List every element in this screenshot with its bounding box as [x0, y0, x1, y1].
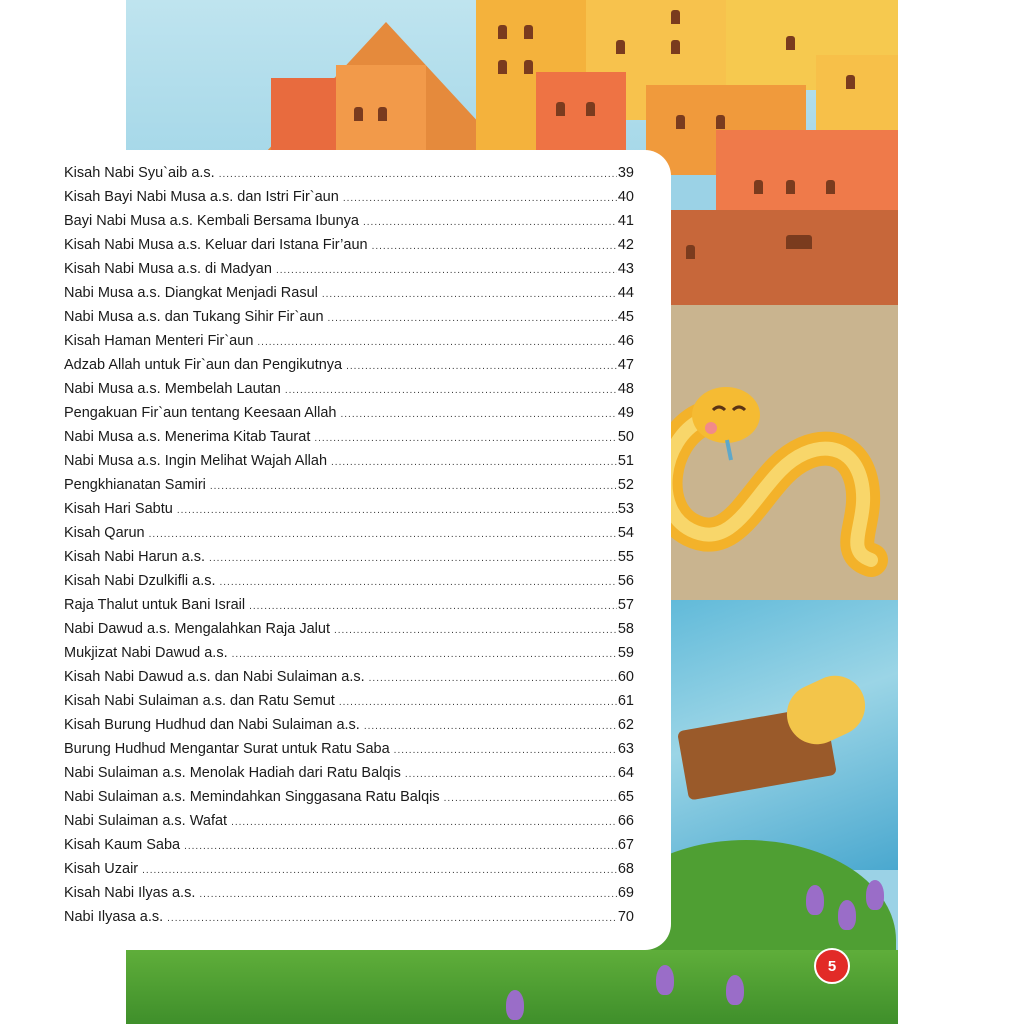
toc-leader-dots	[322, 289, 617, 300]
toc-item[interactable]	[64, 189, 634, 213]
toc-item-title: Kisah Bayi Nabi Musa a.s. dan Istri Fir`aun	[64, 189, 339, 205]
toc-leader-dots	[249, 601, 617, 612]
toc-item-title: Kisah Nabi Harun a.s.	[64, 549, 206, 565]
toc-item-page: 41	[617, 213, 634, 229]
toc-item-title: Kisah Hari Sabtu	[64, 501, 173, 517]
toc-item-title: Pengkhianatan Samiri	[64, 477, 206, 493]
building-illustration	[536, 72, 626, 150]
building-illustration	[336, 65, 426, 155]
toc-item-title: Nabi Musa a.s. Menerima Kitab Taurat	[64, 429, 311, 445]
toc-item-page: 58	[617, 621, 634, 637]
toc-leader-dots	[276, 265, 617, 276]
toc-item[interactable]	[64, 429, 634, 453]
table-of-contents	[64, 165, 634, 933]
toc-leader-dots	[444, 793, 617, 804]
snake-illustration	[641, 380, 898, 580]
page-number-badge: 5	[814, 948, 850, 984]
toc-item[interactable]	[64, 285, 634, 309]
toc-item-page: 51	[617, 453, 634, 469]
toc-item[interactable]	[64, 237, 634, 261]
toc-item-page: 53	[617, 501, 634, 517]
toc-item-title: Nabi Musa a.s. Ingin Melihat Wajah Allah	[64, 453, 328, 469]
toc-leader-dots	[346, 361, 617, 372]
toc-item-page: 44	[617, 285, 634, 301]
toc-leader-dots	[184, 841, 617, 852]
toc-item[interactable]	[64, 909, 634, 933]
toc-item[interactable]	[64, 453, 634, 477]
toc-leader-dots	[232, 649, 617, 660]
toc-leader-dots	[328, 313, 617, 324]
toc-item-page: 67	[617, 837, 634, 853]
toc-item-title: Kisah Nabi Syu`aib a.s.	[64, 165, 215, 181]
toc-leader-dots	[142, 865, 617, 876]
toc-item-title: Burung Hudhud Mengantar Surat untuk Ratu Saba	[64, 741, 390, 757]
toc-item-page: 39	[617, 165, 634, 181]
toc-leader-dots	[372, 241, 617, 252]
flower-illustration	[656, 965, 674, 995]
toc-item-page: 46	[617, 333, 634, 349]
flower-illustration	[838, 900, 856, 930]
toc-item[interactable]	[64, 309, 634, 333]
toc-item[interactable]	[64, 621, 634, 645]
toc-item-page: 50	[617, 429, 634, 445]
toc-item-title: Kisah Nabi Sulaiman a.s. dan Ratu Semut	[64, 693, 335, 709]
toc-item-page: 60	[617, 669, 634, 685]
building-illustration	[271, 78, 336, 150]
toc-item[interactable]	[64, 405, 634, 429]
flower-illustration	[866, 880, 884, 910]
toc-leader-dots	[339, 697, 617, 708]
toc-item-title: Nabi Sulaiman a.s. Wafat	[64, 813, 228, 829]
toc-item-page: 55	[617, 549, 634, 565]
toc-item-title: Kisah Haman Menteri Fir`aun	[64, 333, 254, 349]
toc-item-title: Kisah Burung Hudhud dan Nabi Sulaiman a.s.	[64, 717, 360, 733]
toc-item[interactable]	[64, 165, 634, 189]
toc-item[interactable]	[64, 861, 634, 885]
toc-item-title: Mukjizat Nabi Dawud a.s.	[64, 645, 228, 661]
toc-item[interactable]	[64, 333, 634, 357]
building-illustration	[671, 210, 898, 310]
toc-item[interactable]	[64, 573, 634, 597]
toc-item[interactable]	[64, 717, 634, 741]
toc-item-page: 52	[617, 477, 634, 493]
toc-item-title: Kisah Nabi Dzulkifli a.s.	[64, 573, 216, 589]
toc-leader-dots	[210, 481, 617, 492]
toc-item-title: Kisah Nabi Musa a.s. Keluar dari Istana Fir’aun	[64, 237, 368, 253]
toc-item-page: 40	[617, 189, 634, 205]
toc-leader-dots	[394, 745, 617, 756]
toc-leader-dots	[331, 457, 617, 468]
toc-item-page: 66	[617, 813, 634, 829]
toc-item-title: Kisah Uzair	[64, 861, 139, 877]
toc-item[interactable]	[64, 789, 634, 813]
toc-leader-dots	[364, 721, 617, 732]
toc-item-page: 57	[617, 597, 634, 613]
toc-item-title: Kisah Nabi Dawud a.s. dan Nabi Sulaiman a.s.	[64, 669, 365, 685]
toc-item-title: Nabi Musa a.s. Diangkat Menjadi Rasul	[64, 285, 318, 301]
toc-item-page: 48	[617, 381, 634, 397]
toc-item[interactable]	[64, 501, 634, 525]
toc-item[interactable]	[64, 693, 634, 717]
toc-item[interactable]	[64, 645, 634, 669]
toc-item-page: 65	[617, 789, 634, 805]
toc-item[interactable]	[64, 813, 634, 837]
toc-leader-dots	[405, 769, 617, 780]
toc-leader-dots	[231, 817, 617, 828]
toc-item-page: 61	[617, 693, 634, 709]
toc-item-title: Nabi Musa a.s. dan Tukang Sihir Fir`aun	[64, 309, 324, 325]
flower-illustration	[506, 990, 524, 1020]
toc-item-title: Pengakuan Fir`aun tentang Keesaan Allah	[64, 405, 337, 421]
toc-leader-dots	[343, 193, 617, 204]
toc-item-page: 56	[617, 573, 634, 589]
toc-item[interactable]	[64, 885, 634, 909]
toc-leader-dots	[209, 553, 617, 564]
toc-item-title: Bayi Nabi Musa a.s. Kembali Bersama Ibunya	[64, 213, 359, 229]
toc-item[interactable]	[64, 549, 634, 573]
toc-leader-dots	[220, 577, 617, 588]
toc-item-title: Nabi Sulaiman a.s. Menolak Hadiah dari Ratu Balqis	[64, 765, 401, 781]
toc-item-page: 62	[617, 717, 634, 733]
toc-item[interactable]	[64, 837, 634, 861]
toc-item[interactable]	[64, 261, 634, 285]
toc-item-title: Nabi Dawud a.s. Mengalahkan Raja Jalut	[64, 621, 330, 637]
flower-illustration	[806, 885, 824, 915]
toc-leader-dots	[257, 337, 616, 348]
toc-item-page: 45	[617, 309, 634, 325]
toc-item-title: Kisah Kaum Saba	[64, 837, 181, 853]
toc-item[interactable]	[64, 357, 634, 381]
toc-item[interactable]	[64, 669, 634, 693]
toc-leader-dots	[334, 625, 617, 636]
toc-leader-dots	[314, 433, 617, 444]
toc-item-page: 43	[617, 261, 634, 277]
toc-item-page: 42	[617, 237, 634, 253]
toc-leader-dots	[167, 913, 617, 924]
toc-item-page: 49	[617, 405, 634, 421]
toc-item-title: Raja Thalut untuk Bani Israil	[64, 597, 246, 613]
toc-item-page: 70	[617, 909, 634, 925]
toc-item-title: Kisah Qarun	[64, 525, 145, 541]
toc-item-page: 69	[617, 885, 634, 901]
toc-item-page: 64	[617, 765, 634, 781]
toc-leader-dots	[363, 217, 617, 228]
toc-leader-dots	[149, 529, 617, 540]
toc-item-title: Nabi Sulaiman a.s. Memindahkan Singgasana Ratu Balqis	[64, 789, 440, 805]
toc-item-title: Nabi Musa a.s. Membelah Lautan	[64, 381, 281, 397]
toc-leader-dots	[340, 409, 616, 420]
toc-item[interactable]	[64, 597, 634, 621]
toc-leader-dots	[199, 889, 616, 900]
toc-item-title: Kisah Nabi Ilyas a.s.	[64, 885, 196, 901]
toc-item-page: 54	[617, 525, 634, 541]
toc-item[interactable]	[64, 477, 634, 501]
toc-leader-dots	[219, 169, 617, 180]
toc-leader-dots	[285, 385, 617, 396]
toc-item[interactable]	[64, 741, 634, 765]
toc-item-page: 59	[617, 645, 634, 661]
toc-item-page: 68	[617, 861, 634, 877]
toc-leader-dots	[369, 673, 617, 684]
toc-item[interactable]	[64, 525, 634, 549]
toc-item-page: 47	[617, 357, 634, 373]
toc-item[interactable]	[64, 765, 634, 789]
toc-item-title: Adzab Allah untuk Fir`aun dan Pengikutnya	[64, 357, 343, 373]
flower-illustration	[726, 975, 744, 1005]
toc-item[interactable]	[64, 381, 634, 405]
toc-item-title: Nabi Ilyasa a.s.	[64, 909, 164, 925]
toc-item[interactable]	[64, 213, 634, 237]
toc-item-page: 63	[617, 741, 634, 757]
toc-leader-dots	[177, 505, 617, 516]
toc-item-title: Kisah Nabi Musa a.s. di Madyan	[64, 261, 272, 277]
